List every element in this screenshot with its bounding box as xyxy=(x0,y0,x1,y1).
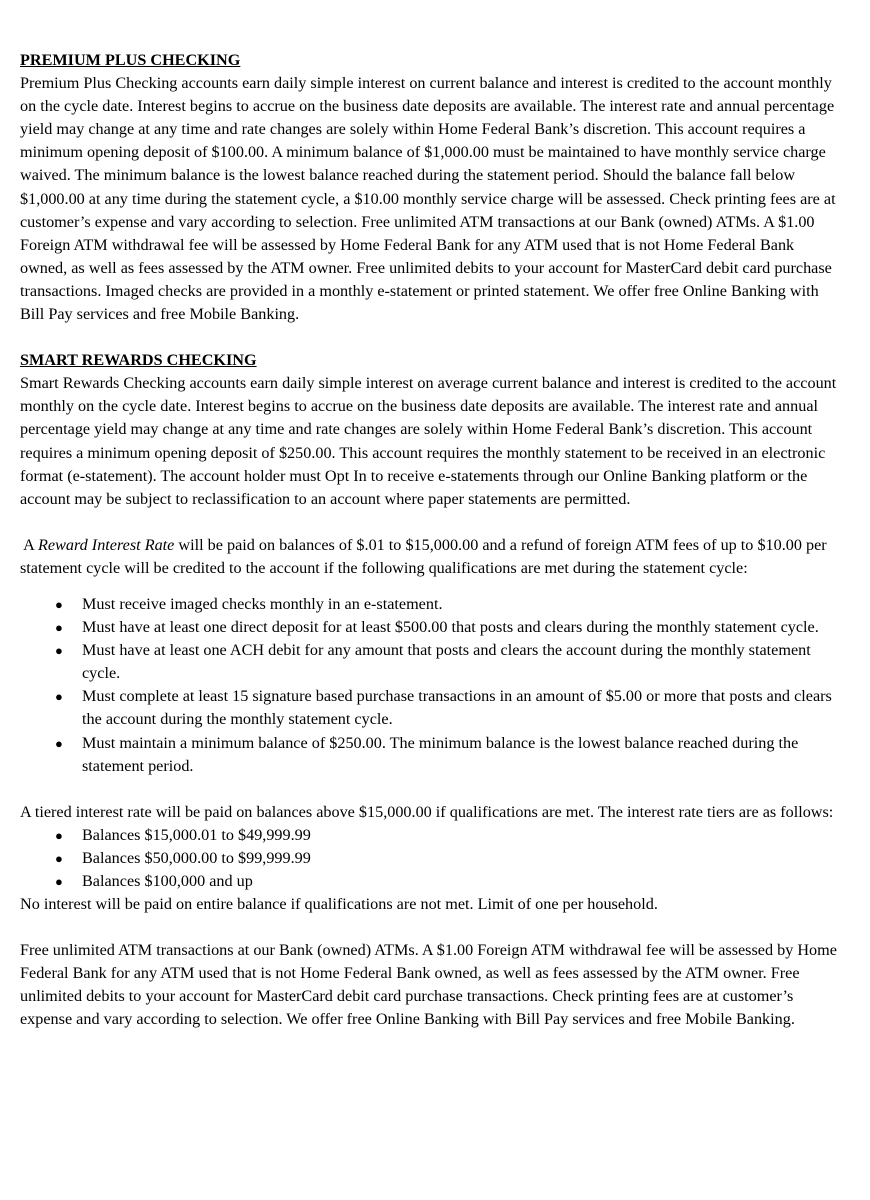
premium-plus-heading: PREMIUM PLUS CHECKING xyxy=(20,51,241,69)
list-item xyxy=(20,847,840,870)
list-item xyxy=(20,870,840,893)
list-item-text: Must maintain a minimum balance of $250.00. The minimum balance is the lowest balance reached during the statement period. xyxy=(82,733,799,775)
list-item-text: Must complete at least 15 signature based purchase transactions in an amount of $5.00 or more that posts and clears the account during the monthly statement cycle. xyxy=(82,687,832,729)
list-item xyxy=(20,616,840,639)
reward-term: Reward Interest Rate xyxy=(38,535,175,554)
list-item xyxy=(20,732,840,778)
bullet-icon: ● xyxy=(55,850,63,866)
closing-paragraph: Free unlimited ATM transactions at our Bank (owned) ATMs. A $1.00 Foreign ATM withdrawal fee will be assessed by Home Federal Bank for any ATM used that is not Home Federal Bank owned, as well as fees assessed by the ATM owner. Free unlimited debits to your account for MasterCard debit card purchase transactions. Check printing fees are at customer’s expense and vary according to selection. We offer free Online Banking with Bill Pay services and free Mobile Banking. xyxy=(20,941,837,1029)
list-item xyxy=(20,593,840,616)
list-item xyxy=(20,685,840,731)
list-item xyxy=(20,824,840,847)
no-interest-note: No interest will be paid on entire balance if qualifications are not met. Limit of one per household. xyxy=(20,895,658,914)
spacer xyxy=(20,778,840,801)
bullet-icon: ● xyxy=(55,643,63,659)
spacer xyxy=(20,580,840,593)
list-item-text: Must receive imaged checks monthly in an e-statement. xyxy=(82,594,443,613)
list-item-text: Must have at least one ACH debit for any amount that posts and clears the account during the monthly statement cycle. xyxy=(82,641,811,683)
spacer xyxy=(20,511,840,534)
smart-rewards-intro: Smart Rewards Checking accounts earn daily simple interest on average current balance and interest is credited to the account monthly on the cycle date. Interest begins to accrue on the business date deposits are available. The interest rate and annual percentage yield may change at any time and rate changes are solely within Home Federal Bank’s discretion. This account requires a minimum opening deposit of $250.00. This account requires the monthly statement to be received in an electronic format (e-statement). The account holder must Opt In to receive e-statements through our Online Banking platform or the account may be subject to reclassification to an account where paper statements are permitted. xyxy=(20,374,837,508)
spacer xyxy=(20,916,840,939)
bullet-icon: ● xyxy=(55,735,63,751)
bullet-icon: ● xyxy=(55,596,63,612)
tiers-intro: A tiered interest rate will be paid on balances above $15,000.00 if qualifications are met. The interest rate tiers are as follows: xyxy=(20,802,834,821)
smart-rewards-heading: SMART REWARDS CHECKING xyxy=(20,351,257,370)
reward-prefix: A xyxy=(20,535,38,554)
list-item-text: Balances $15,000.01 to $49,999.99 xyxy=(82,825,311,844)
list-item-text: Must have at least one direct deposit for at least $500.00 that posts and clears during the monthly statement cycle. xyxy=(82,618,819,637)
list-item xyxy=(20,639,840,685)
list-item-text: Balances $50,000.00 to $99,999.99 xyxy=(82,848,311,867)
bullet-icon: ● xyxy=(55,620,63,636)
premium-plus-body: Premium Plus Checking accounts earn daily simple interest on current balance and interest is credited to the account monthly on the cycle date. Interest begins to accrue on the business date deposits are available. The interest rate and annual percentage yield may change at any time and rate changes are solely within Home Federal Bank’s discretion. This account requires a minimum opening deposit of $100.00. A minimum balance of $1,000.00 must be maintained to have monthly service charge waived. The minimum balance is the lowest balance reached during the statement period. Should the balance fall below $1,000.00 at any time during the statement cycle, a $10.00 monthly service charge will be assessed. Check printing fees are at customer’s expense and vary according to selection. Free unlimited ATM transactions at our Bank (owned) ATMs. A $1.00 Foreign ATM withdrawal fee will be assessed by Home Federal Bank for any ATM used that is not Home Federal Bank owned, as well as fees assessed by the ATM owner. Free unlimited debits to your account for MasterCard debit card purchase transactions. Imaged checks are provided in a monthly e-statement or printed statement. We offer free Online Banking with Bill Pay services and free Mobile Banking. xyxy=(20,74,836,324)
bullet-icon: ● xyxy=(55,874,63,889)
reward-rest: will be paid on balances of $.01 to $15,000.00 and a refund of foreign ATM fees of up to $10.00 per statement cycle will be credited to the account if the following qualifications are met during the statement cycle: xyxy=(20,535,827,577)
bullet-icon: ● xyxy=(55,827,63,843)
bullet-icon: ● xyxy=(55,689,63,705)
tiers-list xyxy=(20,824,840,893)
spacer xyxy=(20,326,840,349)
list-item-text: Balances $100,000 and up xyxy=(82,872,253,890)
reward-interest-paragraph xyxy=(20,534,840,580)
qualifications-list xyxy=(20,593,840,778)
